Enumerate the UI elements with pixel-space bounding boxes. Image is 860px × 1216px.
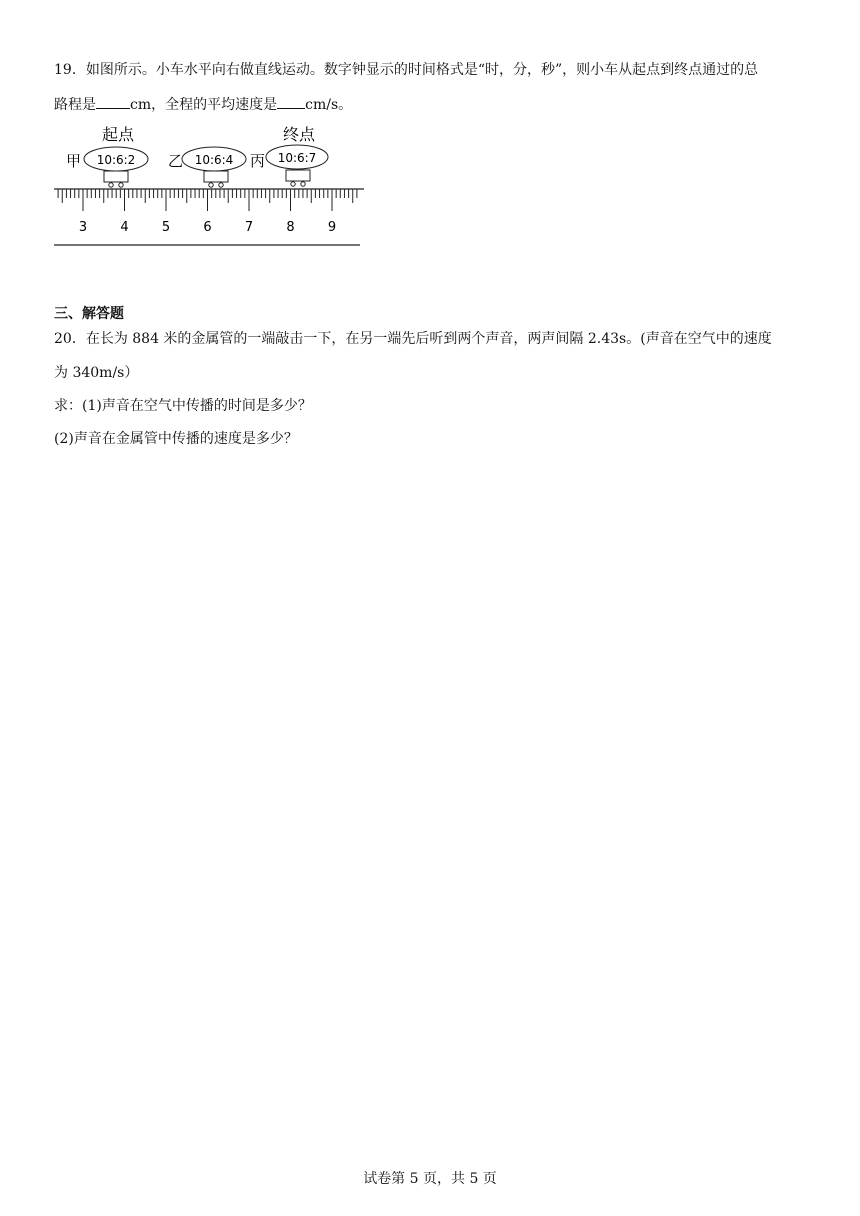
q19-text-path: 路程是: [54, 97, 96, 113]
q20-line4: (2)声音在金属管中传播的速度是多少？: [54, 431, 298, 447]
answer-blank-distance[interactable]: [96, 94, 130, 109]
clock-time-jia: 10:6:2: [96, 153, 136, 167]
label-start: 起点: [101, 125, 135, 144]
cart-ruler-figure: [54, 118, 364, 253]
ruler-label-6: 6: [203, 220, 212, 235]
answer-blank-speed[interactable]: [277, 94, 305, 109]
ruler-label-9: 9: [327, 220, 337, 235]
q20-line3: 求：(1)声音在空气中传播的时间是多少？: [54, 398, 312, 414]
q19-line1: 19．如图所示。小车水平向右做直线运动。数字钟显示的时间格式是“时，分，秒”，则小车从起点到终点通过的总: [54, 62, 759, 78]
ruler-labels: [79, 220, 336, 235]
q19-text-unit: cm/s。: [305, 97, 353, 113]
cart-jia: [104, 171, 128, 187]
ruler-label-5: 5: [161, 220, 171, 235]
label-end: 终点: [282, 125, 316, 144]
q19-line2: [54, 94, 352, 114]
q20-line2: 为 340m/s）: [54, 365, 139, 381]
station-name-bing: 丙: [250, 152, 266, 170]
q20-line1: 20．在长为 884 米的金属管的一端敲击一下，在另一端先后听到两个声音，两声间隔 2.43s。(声音在空气中的速度: [54, 331, 772, 347]
ruler-label-7: 7: [244, 220, 254, 235]
station-name-yi: 乙: [168, 152, 184, 170]
cart-yi: [204, 171, 228, 187]
ruler-ticks: [58, 189, 357, 211]
page-footer: 试卷第 5 页，共 5 页: [363, 1171, 497, 1187]
section-title-answer-questions: 三、解答题: [54, 306, 124, 322]
q19-text-speed: cm，全程的平均速度是: [130, 97, 278, 113]
station-name-jia: 甲: [66, 152, 82, 170]
ruler-label-8: 8: [286, 220, 295, 235]
clock-time-bing: 10:6:7: [277, 151, 317, 165]
ruler-label-4: 4: [120, 220, 129, 235]
ruler-label-3: 3: [78, 220, 88, 235]
cart-bing: [286, 170, 310, 186]
clock-time-yi: 10:6:4: [194, 153, 234, 167]
